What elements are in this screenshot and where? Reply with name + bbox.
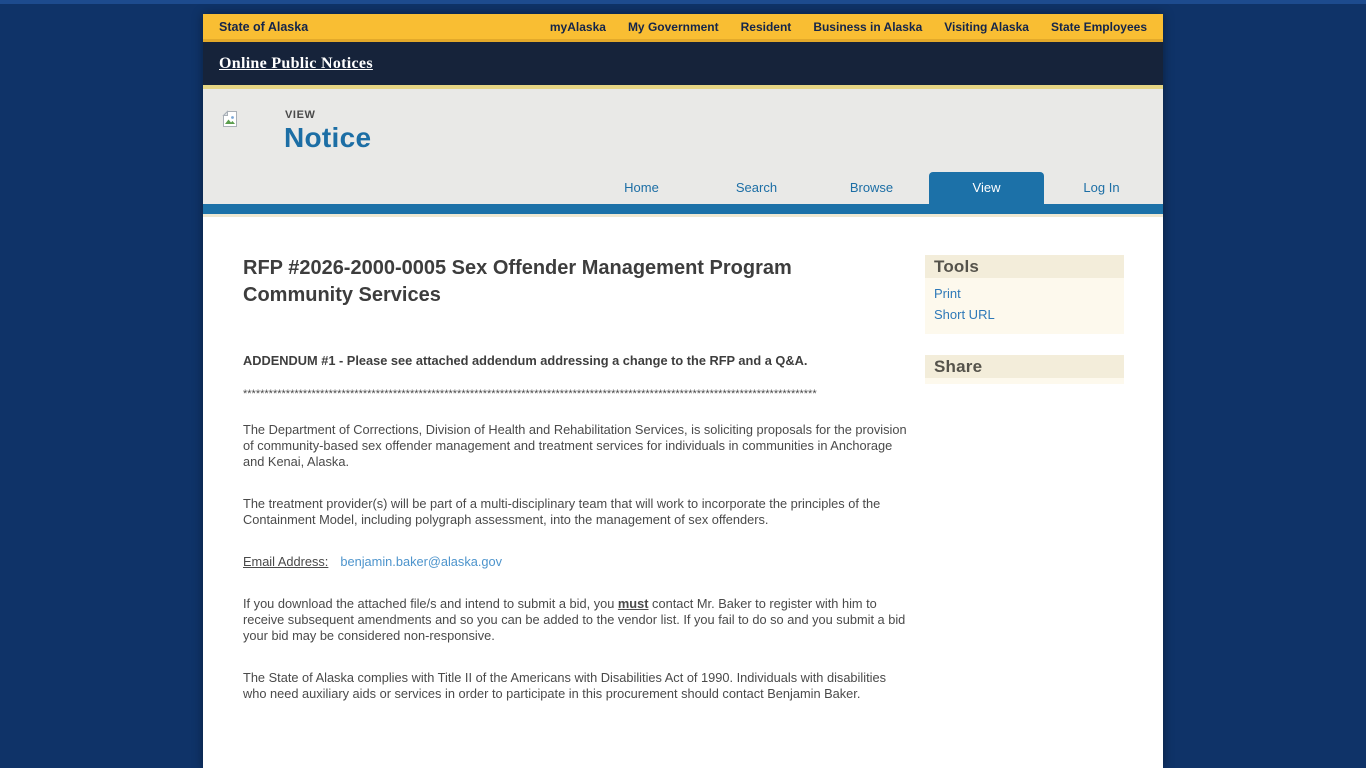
bid-text-must: must (617, 596, 649, 611)
state-of-alaska-brand[interactable]: State of Alaska (219, 19, 309, 34)
nav-link-state-employees[interactable]: State Employees (1050, 19, 1147, 34)
nav-link-business-in-alaska[interactable]: Business in Alaska (813, 19, 923, 34)
statewide-top-bar (203, 14, 1163, 42)
paragraph-treatment: The treatment provider(s) will be part of a multi-disciplinary team that will work to incorporate the principles of the Containment Model, including polygraph assessment, into the management of sex offenders. (243, 496, 881, 527)
share-box (925, 355, 1124, 384)
main-tabs (584, 172, 1159, 204)
content-area (203, 217, 1163, 768)
email-link[interactable]: benjamin.baker@alaska.gov (340, 554, 503, 569)
paragraph-ada: The State of Alaska complies with Title II of the Americans with Disabilities Act of 1990. Individuals with disabilities who need auxiliary aids or services in order to participate in this procurement should contact Benjamin Baker. (243, 670, 886, 701)
bid-text-post: contact Mr. Baker to register with him to receive subsequent amendments and so you can be added to the vendor list. If you fail to do so and you submit a bid your bid may be considered non-responsive. (243, 596, 906, 643)
bid-text-pre: If you download the attached file/s and intend to submit a bid, you (243, 596, 618, 611)
site-title-link[interactable]: Online Public Notices (219, 54, 373, 72)
share-heading: Share (925, 355, 1124, 378)
email-line (243, 554, 911, 570)
page-container (203, 14, 1163, 768)
nav-link-resident[interactable]: Resident (740, 19, 792, 34)
tab-login[interactable]: Log In (1083, 180, 1120, 195)
blue-accent-bar (203, 204, 1163, 214)
nav-link-my-government[interactable]: My Government (627, 19, 719, 34)
site-title-band (203, 42, 1163, 85)
tools-heading: Tools (925, 255, 1124, 278)
tools-links (925, 278, 1124, 334)
section-header (203, 89, 1163, 204)
tab-search[interactable]: Search (735, 180, 778, 195)
sidebar (925, 255, 1124, 748)
tools-box (925, 255, 1124, 334)
tab-browse[interactable]: Browse (849, 180, 894, 195)
statewide-nav (550, 20, 1147, 34)
tab-home[interactable]: Home (624, 180, 659, 195)
addendum-line: ADDENDUM #1 - Please see attached addendum addressing a change to the RFP and a Q&A. (243, 353, 808, 368)
notice-body (243, 255, 911, 748)
broken-image-icon (222, 110, 238, 128)
paragraph-bid-instructions (243, 596, 911, 644)
section-kicker: VIEW (285, 109, 316, 121)
short-url-link[interactable]: Short URL (934, 307, 995, 322)
email-label: Email Address: (243, 554, 329, 569)
print-link[interactable]: Print (934, 286, 961, 301)
page-title: Notice (284, 122, 372, 153)
nav-link-myalaska[interactable]: myAlaska (549, 19, 606, 34)
nav-link-visiting-alaska[interactable]: Visiting Alaska (944, 19, 1029, 34)
asterisk-divider: ************************************************************************************************************************************** (243, 388, 817, 400)
tab-view[interactable]: View (929, 172, 1044, 204)
share-body (925, 378, 1124, 384)
paragraph-department: The Department of Corrections, Division of Health and Rehabilitation Services, is soliciting proposals for the provision of community-based sex offender management and treatment services for individuals in communities in Anchorage and Kenai, Alaska. (243, 422, 907, 469)
notice-title: RFP #2026-2000-0005 Sex Offender Management Program Community Services (243, 257, 792, 306)
